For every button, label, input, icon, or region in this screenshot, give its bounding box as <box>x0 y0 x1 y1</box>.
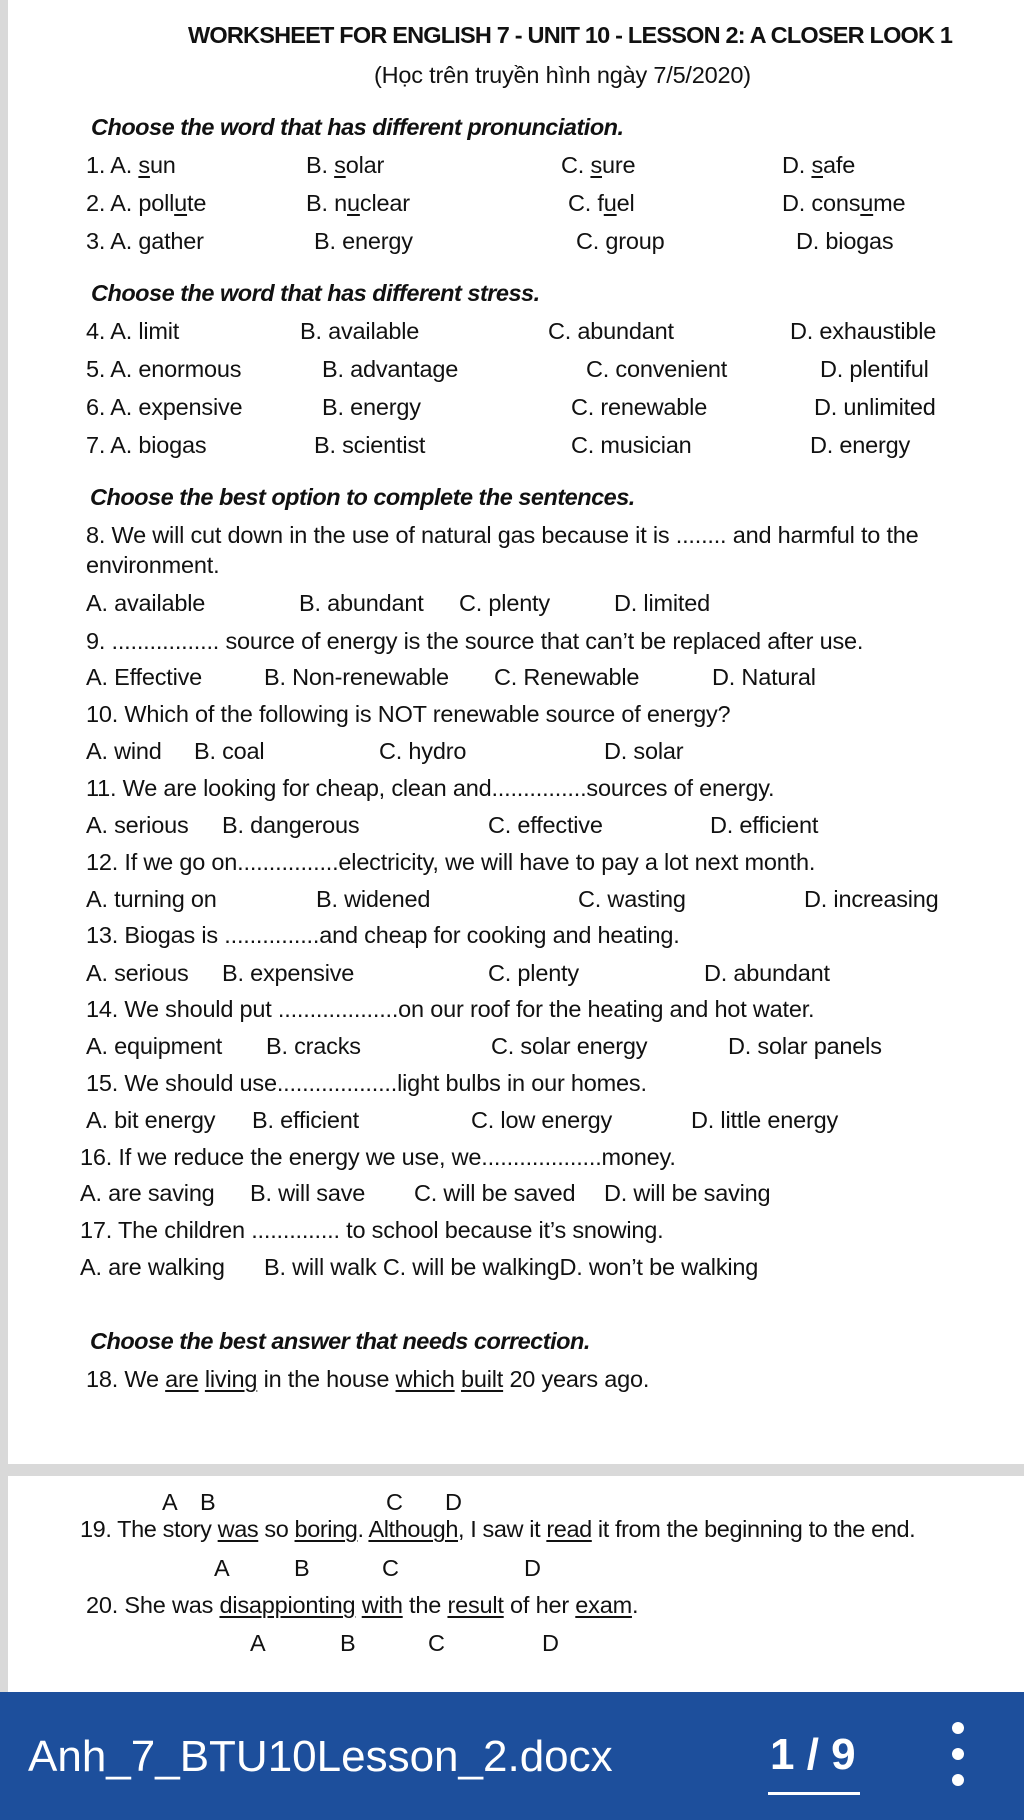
section-stress: Choose the word that has different stress. <box>91 280 540 306</box>
q1-option-c: C. sure <box>561 152 636 178</box>
page-indicator-underline <box>768 1792 860 1795</box>
q18-text: 18. We are living in the house which built 20 years ago. <box>86 1366 650 1392</box>
q9-text: 9. ................. source of energy is the source that can’t be replaced after use. <box>86 628 864 654</box>
q2-option-c: C. fuel <box>568 190 635 216</box>
q19-text: 19. The story was so boring. Although, I saw it read it from the beginning to the end. <box>80 1516 916 1542</box>
q5-option-a: 5. A. enormous <box>86 356 242 382</box>
q3-option-c: C. group <box>576 228 665 254</box>
q8-option-b: B. abundant <box>299 590 424 616</box>
q11-option-b: B. dangerous <box>222 812 360 838</box>
q20-letter-c: C <box>428 1630 445 1656</box>
q10-option-a: A. wind <box>86 738 162 764</box>
q4-option-b: B. available <box>300 318 420 344</box>
q3-option-d: D. biogas <box>796 228 894 254</box>
q15-option-d: D. little energy <box>691 1107 839 1133</box>
q2-option-d: D. consume <box>782 190 906 216</box>
q12-option-c: C. wasting <box>578 886 686 912</box>
q4-option-d: D. exhaustible <box>790 318 937 344</box>
q14-option-b: B. cracks <box>266 1033 361 1059</box>
q6-option-d: D. unlimited <box>814 394 936 420</box>
q1-option-a: 1. A. sun <box>86 152 176 178</box>
q5-option-d: D. plentiful <box>820 356 929 382</box>
q6-option-a: 6. A. expensive <box>86 394 243 420</box>
q2-option-a: 2. A. pollute <box>86 190 207 216</box>
q13-option-a: A. serious <box>86 960 189 986</box>
q20-letter-a: A <box>250 1630 266 1656</box>
q4-option-c: C. abundant <box>548 318 674 344</box>
worksheet-subtitle: (Học trên truyền hình ngày 7/5/2020) <box>374 62 751 88</box>
q16-option-c: C. will be saved <box>414 1180 576 1206</box>
q5-option-c: C. convenient <box>586 356 728 382</box>
file-name: Anh_7_BTU10Lesson_2.docx <box>28 1732 613 1781</box>
q13-option-c: C. plenty <box>488 960 579 986</box>
worksheet-title: WORKSHEET FOR ENGLISH 7 - UNIT 10 - LESSON 2: A CLOSER LOOK 1 <box>188 22 953 48</box>
q4-option-a: 4. A. limit <box>86 318 180 344</box>
q11-option-a: A. serious <box>86 812 189 838</box>
q15-text: 15. We should use...................light bulbs in our homes. <box>86 1070 647 1096</box>
q8-text-cont: environment. <box>86 552 220 578</box>
section-complete: Choose the best option to complete the sentences. <box>90 484 635 510</box>
q20-text: 20. She was disappionting with the result of her exam. <box>86 1592 639 1618</box>
q1-option-b: B. solar <box>306 152 385 178</box>
q14-option-d: D. solar panels <box>728 1033 882 1059</box>
q14-option-a: A. equipment <box>86 1033 223 1059</box>
q18-letter-b: B <box>200 1489 216 1515</box>
q18-letter-a: A <box>162 1489 178 1515</box>
q15-option-b: B. efficient <box>252 1107 359 1133</box>
q7-option-d: D. energy <box>810 432 911 458</box>
q12-option-d: D. increasing <box>804 886 939 912</box>
section-pronunciation: Choose the word that has different pronunciation. <box>91 114 624 140</box>
q19-letter-a: A <box>214 1555 230 1581</box>
q10-option-b: B. coal <box>194 738 265 764</box>
q12-text: 12. If we go on................electricity, we will have to pay a lot next month. <box>86 849 816 875</box>
q9-option-a: A. Effective <box>86 664 203 690</box>
q3-option-b: B. energy <box>314 228 413 254</box>
q9-option-d: D. Natural <box>712 664 816 690</box>
q16-option-b: B. will save <box>250 1180 366 1206</box>
q8-option-a: A. available <box>86 590 206 616</box>
q6-option-c: C. renewable <box>571 394 708 420</box>
q5-option-b: B. advantage <box>322 356 459 382</box>
q3-option-a: 3. A. gather <box>86 228 204 254</box>
q7-option-c: C. musician <box>571 432 692 458</box>
q11-option-d: D. efficient <box>710 812 819 838</box>
q1-option-d: D. safe <box>782 152 856 178</box>
q17-text: 17. The children .............. to school because it’s snowing. <box>80 1217 664 1243</box>
q8-option-c: C. plenty <box>459 590 550 616</box>
q20-letter-d: D <box>542 1630 559 1656</box>
q18-letter-d: D <box>445 1489 462 1515</box>
q16-option-a: A. are saving <box>80 1180 215 1206</box>
q2-option-b: B. nuclear <box>306 190 410 216</box>
q9-option-c: C. Renewable <box>494 664 640 690</box>
q7-option-b: B. scientist <box>314 432 426 458</box>
q20-letter-b: B <box>340 1630 356 1656</box>
q12-option-b: B. widened <box>316 886 431 912</box>
q10-option-c: C. hydro <box>379 738 467 764</box>
page-indicator[interactable]: 1 / 9 <box>770 1730 856 1779</box>
q14-text: 14. We should put ...................on our roof for the heating and hot water. <box>86 996 815 1022</box>
q12-option-a: A. turning on <box>86 886 217 912</box>
document-page-1 <box>8 0 1024 1464</box>
q11-text: 11. We are looking for cheap, clean and...............sources of energy. <box>86 775 775 801</box>
q19-letter-d: D <box>524 1555 541 1581</box>
q16-text: 16. If we reduce the energy we use, we...................money. <box>80 1144 676 1170</box>
q11-option-c: C. effective <box>488 812 603 838</box>
q15-option-c: C. low energy <box>471 1107 613 1133</box>
q17-option-bcd: B. will walk C. will be walkingD. won’t be walking <box>264 1254 759 1280</box>
document-page-2 <box>8 1476 1024 1692</box>
section-correction: Choose the best answer that needs correction. <box>90 1328 590 1354</box>
q16-option-d: D. will be saving <box>604 1180 771 1206</box>
q13-option-b: B. expensive <box>222 960 355 986</box>
q7-option-a: 7. A. biogas <box>86 432 207 458</box>
q18-letter-c: C <box>386 1489 403 1515</box>
bottom-toolbar <box>0 1692 1024 1820</box>
q19-letter-c: C <box>382 1555 399 1581</box>
q8-option-d: D. limited <box>614 590 710 616</box>
q13-option-d: D. abundant <box>704 960 830 986</box>
q8-text: 8. We will cut down in the use of natural gas because it is ........ and harmful to the <box>86 522 919 548</box>
q10-text: 10. Which of the following is NOT renewable source of energy? <box>86 701 731 727</box>
q17-option-a: A. are walking <box>80 1254 225 1280</box>
q6-option-b: B. energy <box>322 394 421 420</box>
q9-option-b: B. Non-renewable <box>264 664 449 690</box>
q15-option-a: A. bit energy <box>86 1107 216 1133</box>
q14-option-c: C. solar energy <box>491 1033 648 1059</box>
q13-text: 13. Biogas is ...............and cheap for cooking and heating. <box>86 922 680 948</box>
vertical-ellipsis-icon[interactable] <box>950 1722 966 1786</box>
q19-letter-b: B <box>294 1555 310 1581</box>
q10-option-d: D. solar <box>604 738 684 764</box>
